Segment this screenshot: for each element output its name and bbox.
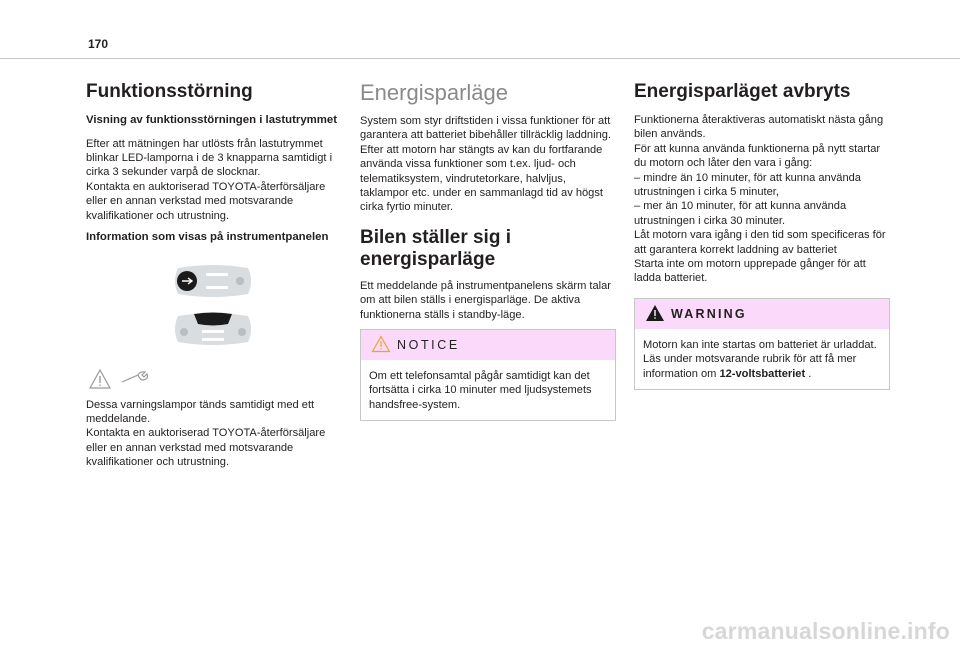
warning-triangle-icon xyxy=(645,304,665,322)
column-malfunction xyxy=(86,80,342,477)
column-energy-saving xyxy=(360,80,616,431)
warning-box xyxy=(634,298,890,390)
page-number: 170 xyxy=(88,37,109,51)
notice-label: NOTICE xyxy=(397,338,460,353)
paragraph-warning-lamps: Dessa varningslampor tänds samtidigt med ett meddelande. Kontakta en auktoriserad TOYOTA-återförsäljare eller en annan verkstad med motsvarande kvalifikationer och utrustning. xyxy=(86,398,326,469)
notice-header xyxy=(361,330,615,360)
paragraph-entering-mode: Ett meddelande på instrumentpanelens skärm talar om att bilen ställs i energisparläge. De aktiva funktionerna ställs i standby-läge. xyxy=(360,279,611,321)
warning-text: Motorn kan inte startas om batteriet är urladdat. Läs under motsvarande rubrik för att få mer information om 12-voltsbatteriet . xyxy=(643,338,877,380)
instrument-cluster-illustrations xyxy=(86,254,342,362)
cluster-bottom-icon xyxy=(172,312,254,346)
section-title-mode-exit: Energisparläget avbryts xyxy=(634,81,851,102)
notice-box xyxy=(360,329,616,421)
subheading-instrument-panel: Information som visas på instrumentpanelen xyxy=(86,231,329,244)
cluster-top-icon xyxy=(172,264,254,298)
warning-header xyxy=(635,299,889,329)
warning-label: WARNING xyxy=(671,306,747,321)
paragraph-energy-saving-intro: System som styr driftstiden i vissa funktioner för att garantera att batteriet bibehåller tillräcklig laddning. Efter att motorn har stängts av kan du fortfarande använda vissa funktioner som t.ex. ljud- och telematiksystem, vindrutetorkare, halvljus, taklampor etc. under en sammanlagd tid av högst cirka fyrtio minuter. xyxy=(360,115,611,214)
notice-text: Om ett telefonsamtal pågår samtidigt kan det fortsätta i cirka 10 minuter med ljudsystemets handsfree-system. xyxy=(369,370,592,411)
battery-reference: 12-voltsbatteriet xyxy=(719,367,806,380)
paragraph-mode-exit: Funktionerna återaktiveras automatiskt nästa gång bilen används. För att kunna använda funktionerna på nytt startar du motorn och låter den vara i gång: – mindre än 10 minuter, för att kunna använda utrustningen i cirka 5 minuter, – mer än 10 minuter, för att kunna använda utrustningen i cirka 30 minuter. Låt motorn vara igång i den tid som specificeras för att garantera korrekt laddning av batteriet Starta inte om motorn upprepade gånger för att ladda batteriet. xyxy=(634,114,886,285)
notice-triangle-icon xyxy=(371,335,391,353)
subheading-boot-display: Visning av funktionsstörningen i lastutrymmet xyxy=(86,114,338,126)
watermark: carmanualsonline.info xyxy=(701,618,950,644)
paragraph-boot-leds: Efter att mätningen har utlösts från lastutrymmet blinkar LED-lamporna i de 3 knapparna samtidigt i cirka 3 sekunder varpå de slocknar. Kontakta en auktoriserad TOYOTA-återförsäljare eller en annan verkstad med motsvarande kvalifikationer och utrustning. xyxy=(86,137,333,222)
section-title-malfunction: Funktionsstörning xyxy=(86,81,253,102)
wrench-icon xyxy=(120,370,150,386)
header-divider xyxy=(0,58,960,59)
column-energy-saving-exit xyxy=(634,80,890,400)
section-title-energy-saving: Energisparläge xyxy=(360,80,508,105)
warning-lamps-row xyxy=(86,368,342,392)
section-title-entering-mode: Bilen ställer sig i energisparläge xyxy=(360,226,511,270)
warning-triangle-outline-icon xyxy=(88,368,112,390)
